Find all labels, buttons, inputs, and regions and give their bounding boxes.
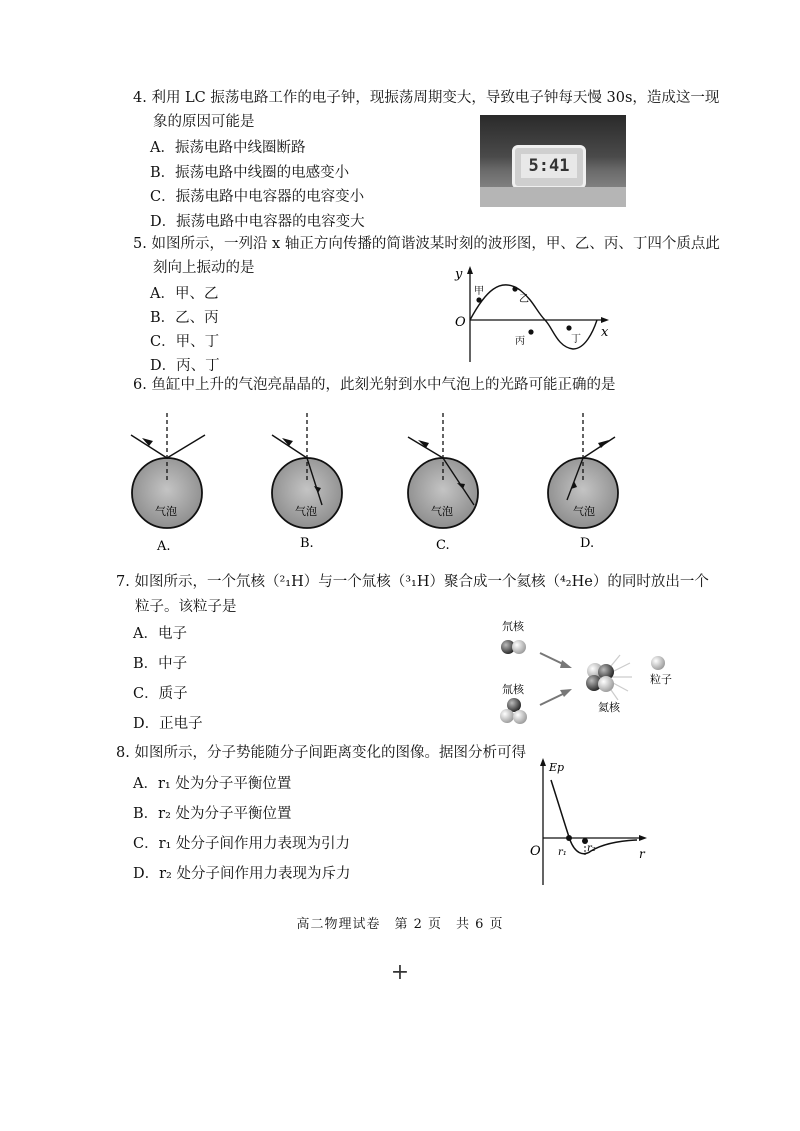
clock-display: 5:41 [521,154,577,178]
q7-fusion-diagram [490,615,690,730]
q6-bubble-label-b: 气泡 [295,505,317,518]
q5-point-bing [528,329,533,334]
q7-option-c: C．质子 [133,686,188,702]
page-footer: 高二物理试卷 第 2 页 共 6 页 [296,917,504,932]
q6-bubble-label-c: 气泡 [431,505,453,518]
q8-r1-label: r₁ [558,847,567,858]
q7-option-d: D．正电子 [133,716,203,732]
q5-option-b: B．乙、丙 [150,310,219,326]
deuterium-nucleus [501,640,526,654]
q7-label-particle: 粒子 [650,673,672,686]
tritium-nucleus [500,698,527,724]
q6-label-a: A. [157,539,171,554]
q6-bubble-label-a: 气泡 [155,505,177,518]
q6-bubble-diagrams [115,405,675,560]
q8-point-r1 [566,835,572,841]
q8-r2-label: r₂ [587,843,596,854]
q5-point-jia [476,297,481,302]
q4-option-d: D．振荡电路中电容器的电容变大 [150,214,365,230]
q5-point-yi [512,286,517,291]
q8-origin-label: O [530,844,541,859]
q8-y-label: Ep [549,761,565,774]
q4-option-c: C．振荡电路中电容器的电容变小 [150,189,365,205]
q5-option-a: A．甲、乙 [150,286,219,302]
clock-photo [480,115,626,207]
q5-point-ding [566,325,571,330]
q5-label-yi: 乙 [519,294,529,305]
q5-option-c: C．甲、丁 [150,334,220,350]
q4-option-a: A．振荡电路中线圈断路 [150,140,306,156]
q7-arrow-bottom [540,693,565,705]
q7-label-helium: 氦核 [598,701,620,714]
q8-stem: 8. 如图所示，分子势能随分子间距离变化的图像。据图分析可得 [116,745,526,761]
q5-option-d: D．丙、丁 [150,358,220,374]
q8-x-label: r [639,847,645,861]
q8-option-d: D．r₂ 处分子间作用力表现为斥力 [133,866,351,882]
q7-option-a: A．电子 [133,626,187,642]
crosshair-mark: + [390,960,410,985]
emitted-particle [651,656,665,670]
q7-option-b: B．中子 [133,656,188,672]
q5-wave-graph [445,262,620,367]
q5-x-label: x [601,325,609,340]
q4-stem-line1: 4. 利用 LC 振荡电路工作的电子钟，现振荡周期变大，导致电子钟每天慢 30s，造成这一现 [133,90,720,106]
q7-label-tritium: 氚核 [502,683,524,696]
q6-label-b: B. [300,536,314,551]
q5-x-arrow [601,317,609,323]
helium-nucleus [586,655,632,700]
q5-label-jia: 甲 [474,286,484,297]
q8-option-a: A．r₁ 处为分子平衡位置 [133,776,292,792]
q4-stem-line2: 象的原因可能是 [153,114,255,130]
q6-label-d: D. [580,536,595,551]
q5-y-label: y [455,267,463,282]
q6-label-c: C. [436,538,450,553]
q8-option-c: C．r₁ 处分子间作用力表现为引力 [133,836,350,852]
q5-label-ding: 丁 [571,334,581,345]
q6-bubble-label-d: 气泡 [573,505,595,518]
q7-stem-line2: 粒子。该粒子是 [135,599,237,615]
clock-body [512,145,586,189]
table-surface [480,187,626,207]
q5-stem-line1: 5. 如图所示，一列沿 x 轴正方向传播的简谐波某时刻的波形图，甲、乙、丙、丁四个质点此 [133,236,720,252]
q7-label-deuterium: 氘核 [502,620,524,633]
q5-y-arrow [467,266,473,274]
q5-label-bing: 丙 [515,336,525,347]
q8-potential-graph [525,755,660,890]
q4-option-b: B．振荡电路中线圈的电感变小 [150,165,350,181]
q5-stem-line2: 刻向上振动的是 [153,260,255,276]
q7-stem-line1: 7. 如图所示，一个氘核（²₁H）与一个氚核（³₁H）聚合成一个氦核（⁴₂He）的同时放出一个 [116,574,709,590]
q5-origin-label: O [455,315,466,330]
q8-option-b: B．r₂ 处为分子平衡位置 [133,806,292,822]
q6-stem: 6. 鱼缸中上升的气泡亮晶晶的，此刻光射到水中气泡上的光路可能正确的是 [133,377,616,393]
